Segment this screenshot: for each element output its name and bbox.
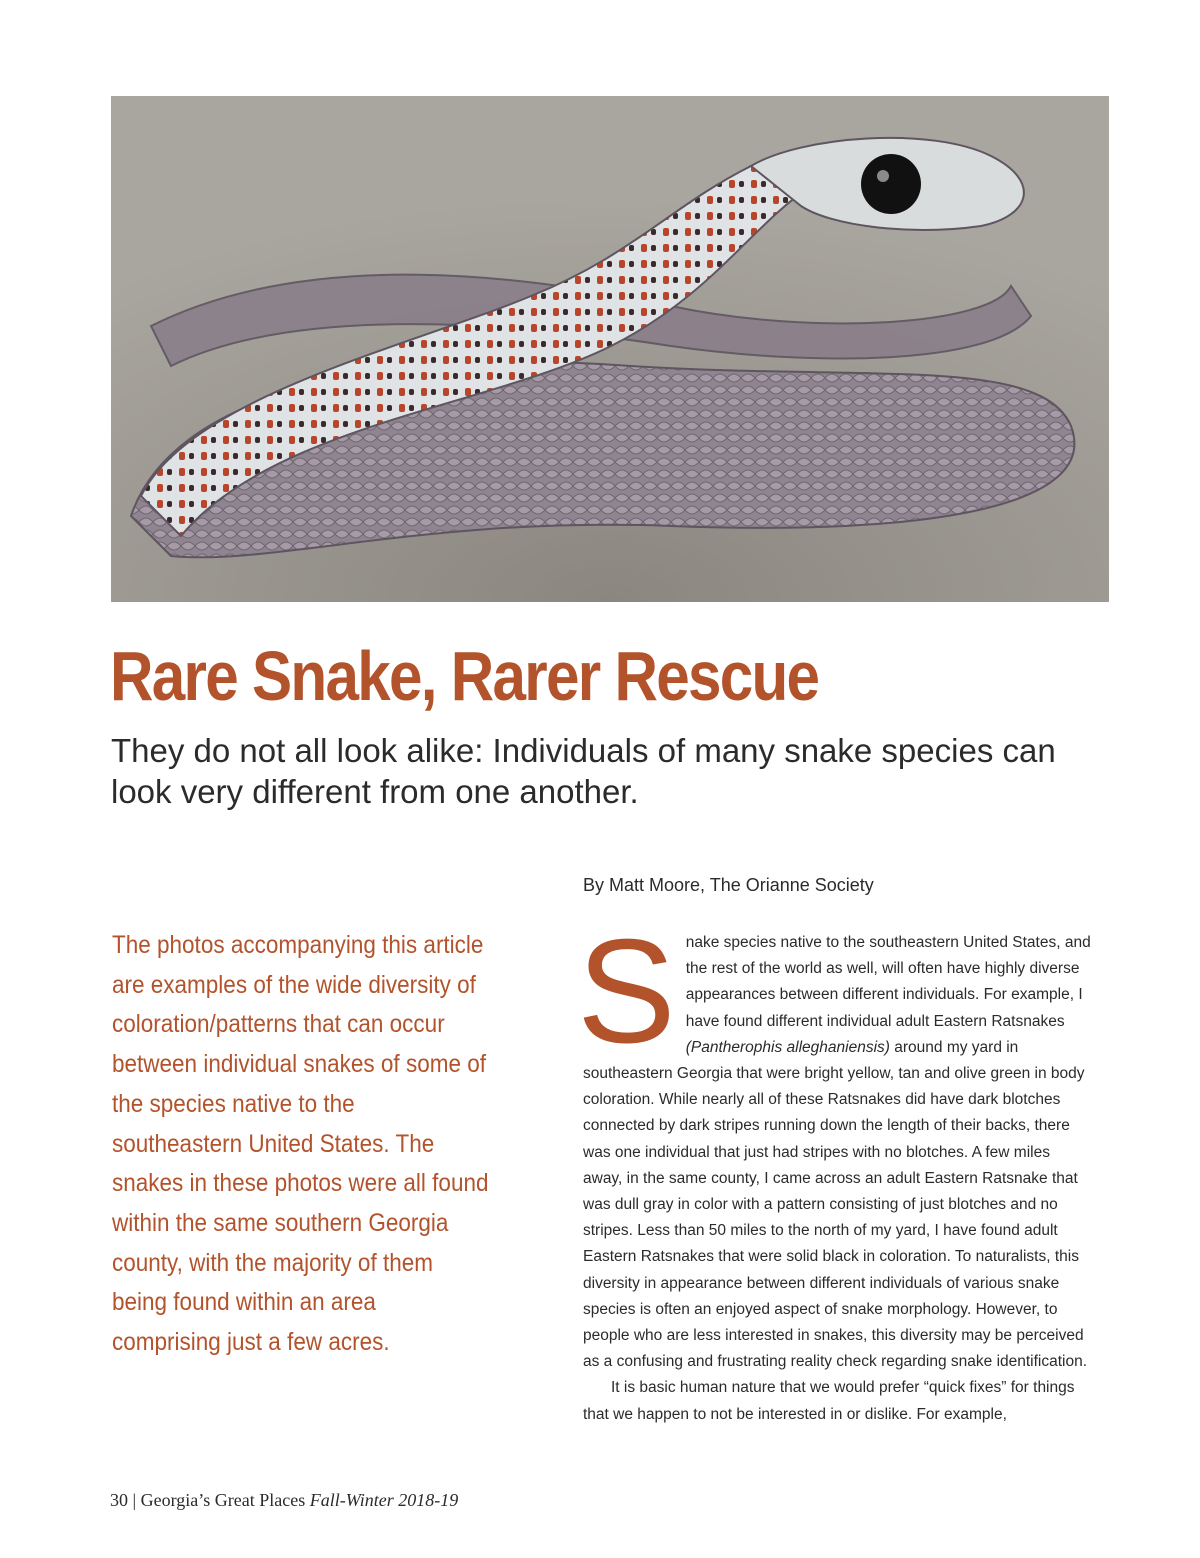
issue-date: Fall-Winter 2018-19 <box>309 1490 459 1510</box>
footer-separator: | <box>132 1490 137 1510</box>
publication-name: Georgia’s Great Places <box>140 1490 306 1510</box>
page-number: 30 <box>110 1490 128 1510</box>
byline: By Matt Moore, The Orianne Society <box>583 875 874 895</box>
article-title: Rare Snake, Rarer Rescue <box>110 637 819 715</box>
paragraph-2: It is basic human nature that we would prefer “quick fixes” for things that we happen to not be interested in or dislike. For example, <box>583 1379 1075 1423</box>
page-footer <box>110 1490 458 1511</box>
pull-quote: The photos accompanying this article are examples of the wide diversity of coloration/patterns that can occur between individual snakes of some of the species native to the southeastern United States. The snakes in these photos were all found within the same southern Georgia county, with the majority of them being found within an area comprising just a few acres. <box>112 931 489 1357</box>
paragraph-1: Snake species native to the southeastern United States, and the rest of the world as well, will often have highly diverse appearances between different individuals. For example, I have found different individual adult Eastern Ratsnakes (Pantherophis alleghaniensis) around my yard in southeastern Georgia that were bright yellow, tan and olive green in body coloration. While nearly all of these Ratsnakes did have dark blotches connected by dark stripes running down the length of their backs, there was one individual that just had stripes with no blotches. A few miles away, in the same county, I came across an adult Eastern Ratsnake that was dull gray in color with a pattern consisting of just blotches and no stripes. Less than 50 miles to the north of my yard, I have found adult Eastern Ratsnakes that were solid black in coloration. To naturalists, this diversity in appearance between different individuals of various snake species is often an enjoyed aspect of snake morphology. However, to people who are less interested in snakes, this diversity may be perceived as a confusing and frustrating reality check regarding snake identification. <box>577 909 1091 1371</box>
article-body <box>577 909 1093 1428</box>
article-subtitle: They do not all look alike: Individuals of many snake species can look very different from one another. <box>111 732 1056 810</box>
drop-cap: S <box>577 909 676 1074</box>
species-name: (Pantherophis alleghaniensis) <box>685 1038 890 1056</box>
snake-eye <box>861 154 921 214</box>
snake-photo <box>111 96 1109 602</box>
